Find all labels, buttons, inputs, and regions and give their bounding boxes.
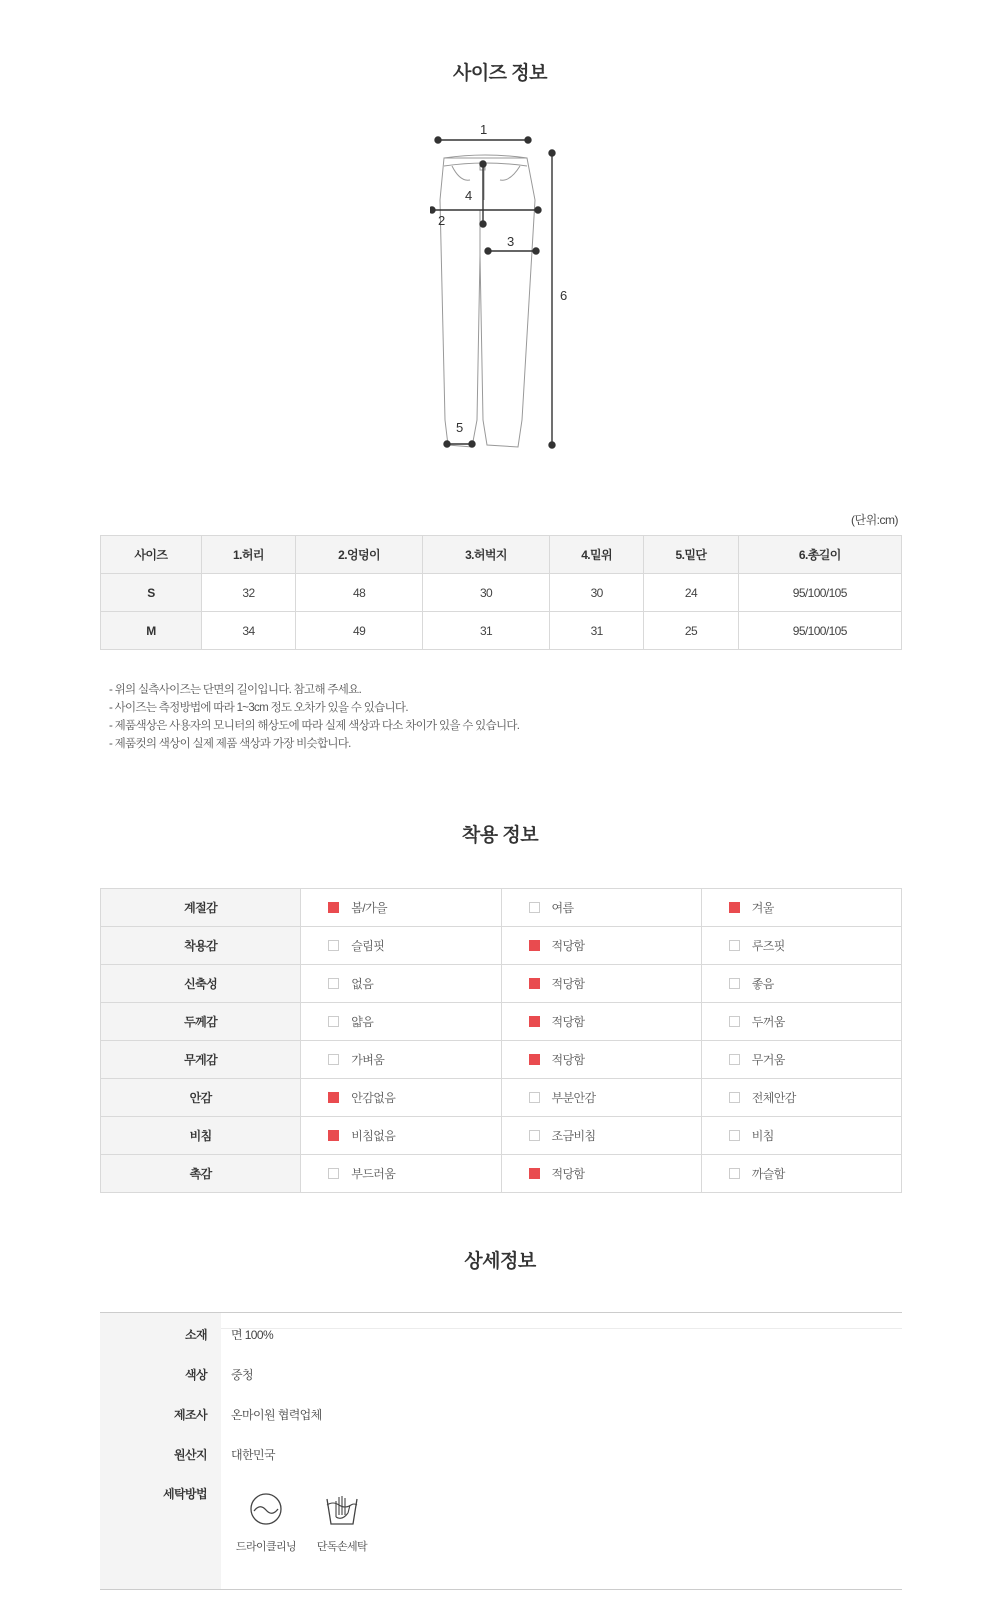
table-row	[101, 1003, 902, 1041]
fit-option	[501, 1079, 701, 1117]
checked-box-icon	[328, 1130, 339, 1141]
pants-measurement-diagram	[430, 120, 590, 480]
fit-option	[301, 1079, 501, 1117]
size-value-cell: 95/100/105	[738, 612, 901, 650]
unchecked-box-icon	[328, 1168, 339, 1179]
table-row	[101, 612, 902, 650]
fit-option	[701, 1003, 901, 1041]
unchecked-box-icon	[729, 1054, 740, 1065]
dry-clean-icon	[248, 1491, 284, 1527]
table-row	[101, 1117, 902, 1155]
detail-value: 온마이원 협력업체	[231, 1408, 322, 1422]
table-row	[101, 965, 902, 1003]
diagram-label-2: 2	[438, 213, 446, 228]
unchecked-box-icon	[729, 1016, 740, 1027]
checked-box-icon	[529, 940, 540, 951]
fit-option	[701, 1155, 901, 1193]
fit-row-label: 비침	[101, 1117, 301, 1155]
fit-option	[301, 1117, 501, 1155]
fit-option-label: 가벼움	[351, 1053, 385, 1067]
fit-option	[701, 1079, 901, 1117]
diagram-label-6: 6	[560, 288, 568, 303]
note-line: - 위의 실측사이즈는 단면의 길이입니다. 참고해 주세요.	[109, 684, 362, 696]
fit-option	[501, 965, 701, 1003]
care-item-hand-wash	[307, 1491, 377, 1554]
size-header-cell: 2.엉덩이	[296, 536, 423, 574]
table-row	[101, 1041, 902, 1079]
fit-option-label: 적당함	[551, 1015, 585, 1029]
checked-box-icon	[529, 1054, 540, 1065]
fit-row-label: 안감	[101, 1079, 301, 1117]
unchecked-box-icon	[328, 978, 339, 989]
fit-option-label: 슬림핏	[351, 939, 385, 953]
fit-option	[701, 965, 901, 1003]
size-header-cell: 4.밑위	[549, 536, 643, 574]
size-header-cell: 6.총길이	[738, 536, 901, 574]
fit-option-label: 비침	[751, 1129, 774, 1143]
fit-option	[701, 927, 901, 965]
detail-value: 면 100%	[231, 1328, 274, 1342]
size-table-header	[101, 536, 902, 574]
fit-option-label: 무거움	[751, 1053, 785, 1067]
detail-label: 소재	[185, 1328, 207, 1342]
care-item-label: 단독손세탁	[316, 1541, 368, 1553]
table-row	[101, 574, 902, 612]
size-value-cell: 32	[201, 574, 295, 612]
fit-option-label: 부분안감	[551, 1091, 596, 1105]
note-line: - 사이즈는 측정방법에 따라 1~3cm 정도 오차가 있을 수 있습니다.	[109, 702, 408, 714]
fit-option	[301, 889, 501, 927]
table-row	[101, 1079, 902, 1117]
detail-label: 색상	[185, 1368, 207, 1382]
fit-option-label: 없음	[351, 977, 374, 991]
fit-option-label: 얇음	[351, 1015, 374, 1029]
fit-option	[501, 1117, 701, 1155]
diagram-label-4: 4	[465, 188, 473, 203]
hand-wash-icon	[324, 1491, 360, 1527]
fit-option-label: 루즈핏	[751, 939, 785, 953]
size-header-cell: 1.허리	[201, 536, 295, 574]
fit-option-label: 전체안감	[751, 1091, 796, 1105]
detail-value: 대한민국	[231, 1448, 275, 1462]
unchecked-box-icon	[529, 1130, 540, 1141]
fit-option-label: 비침없음	[351, 1129, 396, 1143]
fit-option-label: 조금비침	[551, 1129, 596, 1143]
fit-row-label: 무게감	[101, 1041, 301, 1079]
size-name-cell: M	[101, 612, 202, 650]
fit-option-label: 봄/가을	[351, 901, 387, 915]
fit-option	[501, 1003, 701, 1041]
size-name-cell: S	[101, 574, 202, 612]
unchecked-box-icon	[729, 1092, 740, 1103]
care-item-dry-clean	[231, 1491, 301, 1554]
size-value-cell: 31	[423, 612, 550, 650]
pants-outline	[440, 158, 535, 447]
size-header-cell: 사이즈	[101, 536, 202, 574]
size-value-cell: 30	[423, 574, 550, 612]
fit-row-label: 두께감	[101, 1003, 301, 1041]
fit-option-label: 적당함	[551, 1053, 585, 1067]
table-row	[101, 1155, 902, 1193]
unchecked-box-icon	[529, 902, 540, 913]
size-value-cell: 49	[296, 612, 423, 650]
size-notes	[109, 681, 519, 753]
detail-label: 제조사	[174, 1408, 207, 1422]
checked-box-icon	[529, 1168, 540, 1179]
fit-option-label: 부드러움	[351, 1167, 396, 1181]
size-value-cell: 24	[644, 574, 738, 612]
unchecked-box-icon	[729, 1130, 740, 1141]
unchecked-box-icon	[529, 1092, 540, 1103]
fit-row-label: 계절감	[101, 889, 301, 927]
unchecked-box-icon	[328, 1054, 339, 1065]
fit-option-label: 두꺼움	[751, 1015, 785, 1029]
checked-box-icon	[529, 1016, 540, 1027]
fit-option	[501, 889, 701, 927]
fit-option	[501, 927, 701, 965]
fit-option	[701, 1041, 901, 1079]
unchecked-box-icon	[328, 940, 339, 951]
diagram-label-5: 5	[456, 420, 464, 435]
size-header-cell: 5.밑단	[644, 536, 738, 574]
size-header-cell: 3.허벅지	[423, 536, 550, 574]
unchecked-box-icon	[729, 1168, 740, 1179]
note-line: - 제품색상은 사용자의 모니터의 해상도에 따라 실제 색상과 다소 차이가 있을 수 있습니다.	[109, 720, 520, 732]
size-value-cell: 95/100/105	[738, 574, 901, 612]
size-table	[100, 535, 902, 650]
table-row	[101, 927, 902, 965]
fit-row-label: 착용감	[101, 927, 301, 965]
detail-value: 중청	[231, 1368, 253, 1382]
checked-box-icon	[529, 978, 540, 989]
fit-option	[501, 1155, 701, 1193]
unit-label: (단위:cm)	[850, 513, 898, 527]
fit-row-label: 신축성	[101, 965, 301, 1003]
fit-option	[301, 1155, 501, 1193]
fit-option	[301, 965, 501, 1003]
size-value-cell: 34	[201, 612, 295, 650]
unchecked-box-icon	[729, 978, 740, 989]
fit-option-label: 적당함	[551, 1167, 585, 1181]
size-value-cell: 48	[296, 574, 423, 612]
checked-box-icon	[729, 902, 740, 913]
checked-box-icon	[328, 1092, 339, 1103]
fit-info-title: 착용 정보	[461, 825, 539, 846]
fit-option-label: 여름	[551, 901, 574, 915]
size-value-cell: 30	[549, 574, 643, 612]
checked-box-icon	[328, 902, 339, 913]
detail-label: 원산지	[174, 1448, 207, 1462]
fit-option-label: 까슬함	[751, 1167, 785, 1181]
size-value-cell: 31	[549, 612, 643, 650]
fit-option	[301, 927, 501, 965]
fit-option	[301, 1041, 501, 1079]
note-line: - 제품컷의 색상이 실제 제품 색상과 가장 비슷합니다.	[109, 738, 351, 750]
size-value-cell: 25	[644, 612, 738, 650]
fit-option	[301, 1003, 501, 1041]
unchecked-box-icon	[328, 1016, 339, 1027]
detail-table	[100, 1312, 902, 1590]
fit-row-label: 촉감	[101, 1155, 301, 1193]
care-method-label: 세탁방법	[163, 1487, 207, 1501]
size-info-title: 사이즈 정보	[452, 63, 548, 84]
fit-option-label: 안감없음	[351, 1091, 396, 1105]
fit-option	[501, 1041, 701, 1079]
fit-option	[701, 1117, 901, 1155]
unchecked-box-icon	[729, 940, 740, 951]
divider	[221, 1328, 902, 1329]
table-row	[101, 889, 902, 927]
diagram-label-1: 1	[480, 122, 488, 137]
diagram-label-3: 3	[507, 234, 515, 249]
fit-option-label: 적당함	[551, 977, 585, 991]
fit-option-label: 겨울	[751, 901, 774, 915]
care-item-label: 드라이클리닝	[235, 1541, 297, 1553]
fit-option	[701, 889, 901, 927]
fit-option-label: 좋음	[751, 977, 774, 991]
detail-info-title: 상세정보	[464, 1251, 536, 1272]
fit-option-label: 적당함	[551, 939, 585, 953]
fit-table	[100, 888, 902, 1193]
